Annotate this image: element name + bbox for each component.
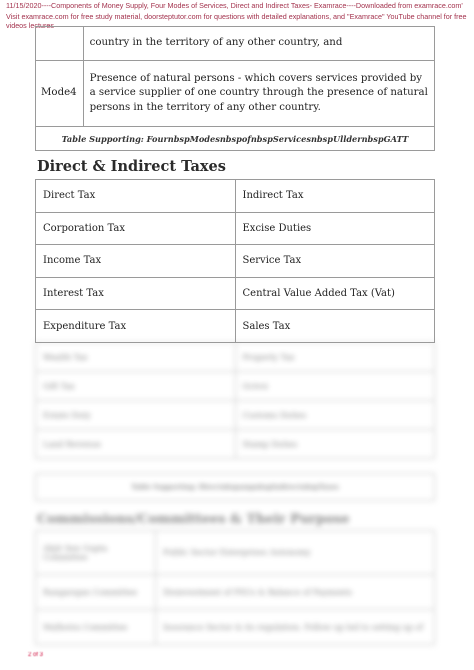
direct-tax-cell: Income Tax [36, 245, 236, 278]
table-row [36, 401, 435, 430]
table-row [36, 531, 435, 575]
indirect-tax-cell: Octroi [235, 372, 435, 401]
taxes-heading: Direct & Indirect Taxes [37, 158, 226, 175]
table-row [36, 245, 435, 278]
taxes-table-blurred [35, 342, 435, 459]
committee-name-cell: Malhotra Committee [36, 610, 156, 645]
direct-tax-cell: Expenditure Tax [36, 310, 236, 343]
indirect-tax-cell: Sales Tax [235, 310, 435, 343]
direct-tax-cell: Land Revenue [36, 430, 236, 459]
indirect-tax-cell: Service Tax [235, 245, 435, 278]
table-row [36, 430, 435, 459]
table-row [36, 180, 435, 213]
table-row [36, 212, 435, 245]
header-line-1: 11/15/2020----Components of Money Supply, Four Modes of Services, Direct and Indirect Taxes- Examrace----Downloaded from examrace.com' [6, 1, 463, 10]
committee-purpose-cell: Insurance Sector & its regulation. Follow up led to setting up of [156, 610, 435, 645]
committee-purpose-cell: Public Sector Enterprises Autonomy [156, 531, 435, 575]
indirect-tax-cell: Indirect Tax [235, 180, 435, 213]
table-row [36, 277, 435, 310]
taxes-table [35, 179, 435, 343]
modes-table [35, 26, 435, 127]
table-row [36, 310, 435, 343]
committees-table [35, 530, 435, 645]
mode4-label: Mode4 [36, 61, 84, 127]
direct-tax-cell: Wealth Tax [36, 343, 236, 372]
indirect-tax-cell: Property Tax [235, 343, 435, 372]
indirect-tax-cell: Excise Duties [235, 212, 435, 245]
committees-heading: Commissions/Committees & Their Purpose [37, 512, 350, 527]
indirect-tax-cell: Stamp Duties [235, 430, 435, 459]
mode4-text: Presence of natural persons - which covers services provided by a service supplier of one country through the presence of natural persons in the territory of any other country. [83, 61, 434, 127]
page-number: 2 of 3 [28, 652, 44, 658]
header-line-2: Visit examrace.com for free study material, doorsteptutor.com for questions with detailed explanations, and "Examrace" YouTube channel for free videos lectures [6, 12, 467, 30]
direct-tax-cell: Corporation Tax [36, 212, 236, 245]
direct-tax-cell: Interest Tax [36, 277, 236, 310]
table-row [36, 343, 435, 372]
indirect-tax-cell: Central Value Added Tax (Vat) [235, 277, 435, 310]
direct-tax-cell: Direct Tax [36, 180, 236, 213]
committee-purpose-cell: Disinvestment of PSUs & Balance of Payments [156, 575, 435, 610]
table-row [36, 610, 435, 645]
committee-name-cell: Rangarajan Committee [36, 575, 156, 610]
direct-tax-cell: Estate Duty [36, 401, 236, 430]
table-row [36, 575, 435, 610]
committee-name-cell: Abjit Sen Gupta Committee [36, 531, 156, 575]
modes-table-caption: Table Supporting: FournbspModesnbspofnbspServicesnbspUlldernbspGATT [35, 126, 435, 151]
blurred-preview [0, 340, 474, 670]
indirect-tax-cell: Customs Duties [235, 401, 435, 430]
taxes-table-caption: Table Supporting: DirectnbspampnbspIndirectnbspTaxes [35, 473, 435, 501]
table-row [36, 372, 435, 401]
modes-row-top-text: country in the territory of any other country, and [83, 27, 434, 61]
direct-tax-cell: Gift Tax [36, 372, 236, 401]
modes-table-empty-cell [36, 27, 84, 61]
